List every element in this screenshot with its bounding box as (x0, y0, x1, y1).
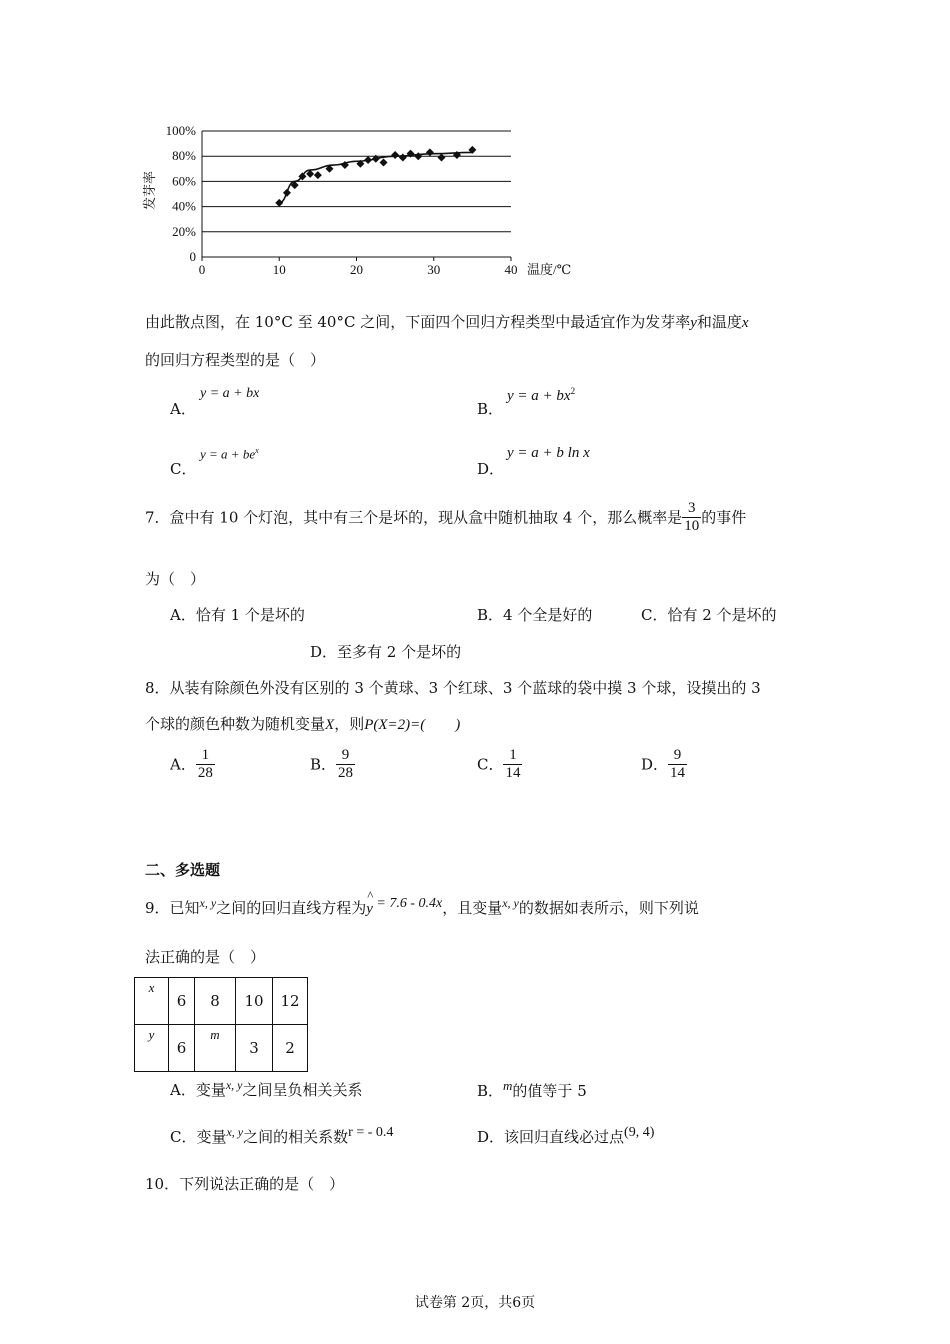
q7-option-c: C．恰有 2 个是坏的 (641, 606, 777, 624)
q8-var-x: X (325, 717, 335, 733)
q8-option-a-label: A． (170, 755, 196, 774)
q6-text-a: 由此散点图，在 10°C 至 40°C 之间，下面四个回归方程类型中最适宜作为发芽率 (145, 313, 691, 331)
q8-option-d-frac (668, 747, 687, 781)
q8-b-num: 9 (341, 747, 350, 763)
chart-point (364, 156, 372, 164)
q6-text-b: 和温度 (696, 313, 742, 331)
q9-text-c: ，且变量 (442, 899, 503, 917)
q8-option-d-label: D． (641, 755, 669, 774)
q9-option-d-text: D．该回归直线必过点 (477, 1128, 625, 1146)
q8-c-den: 14 (505, 764, 521, 781)
q6-var-y: y (690, 315, 697, 331)
q8-a-num: 1 (201, 747, 210, 763)
q9-option-b (477, 1078, 587, 1101)
q8-option-d (641, 747, 687, 781)
q9-text-a: 9．已知 (145, 899, 200, 917)
q9-option-d (477, 1125, 654, 1147)
chart-xlabel: 温度/℃ (527, 262, 572, 277)
q9-stem-line1 (145, 888, 699, 918)
q9-option-c-expr: r = - 0.4 (348, 1125, 394, 1140)
q9-text-d: 的数据如表所示，则下列说 (518, 899, 699, 917)
q7-stem-line1 (145, 500, 746, 534)
chart-x-ticks (199, 257, 518, 277)
table-cell: 8 (195, 978, 236, 1025)
q9-option-c-vars: x, y (226, 1125, 244, 1139)
q9-vars-2: x, y (502, 896, 519, 910)
q6-stem-line2: 的回归方程类型的是（ ） (145, 351, 326, 369)
table-cell: 10 (236, 978, 273, 1025)
q8-a-den: 28 (197, 764, 213, 781)
q9-stem-line2: 法正确的是（ ） (145, 948, 266, 966)
chart-point (437, 153, 445, 161)
q9-data-table (134, 977, 308, 1072)
q6-var-x: x (741, 315, 749, 331)
q6-option-c-sup: x (255, 446, 259, 455)
chart-x-tick-label: 40 (504, 262, 518, 277)
q6-option-c-base: y = a + be (200, 446, 256, 462)
chart-point (391, 151, 399, 159)
q8-d-den: 14 (670, 764, 686, 781)
chart-y-tick-label: 40% (172, 198, 196, 214)
q8-option-a (170, 747, 215, 781)
chart-point (314, 171, 322, 179)
q9-option-c-text: C．变量 (170, 1128, 227, 1146)
table-row (135, 978, 308, 1025)
q8-option-b-label: B． (310, 755, 337, 774)
table-cell-text: m (210, 1027, 220, 1042)
q9-option-b-label: B． (477, 1082, 504, 1100)
q8-option-c-label: C． (477, 755, 504, 774)
q7-option-b: B．4 个全是好的 (477, 606, 593, 624)
q8-c-num: 1 (509, 747, 517, 763)
q9-option-a-text: A．变量 (170, 1081, 226, 1099)
q7-stem-line2: 为（ ） (145, 570, 206, 588)
table-cell-text: x (148, 980, 155, 995)
table-cell: 12 (273, 978, 308, 1025)
q9-option-b-text: 的值等于 5 (512, 1082, 587, 1100)
chart-gridlines (202, 131, 511, 257)
table-row (135, 1025, 308, 1072)
chart-point (275, 199, 283, 207)
section-title: 二、多选题 (145, 861, 221, 879)
table-cell: 2 (273, 1025, 308, 1072)
q6-option-a-expr: y = a + bx (200, 386, 260, 401)
table-cell (135, 978, 169, 1025)
q6-option-d-expr: y = a + b ln x (507, 445, 590, 461)
chart-y-tick-label: 80% (172, 148, 196, 164)
q8-stem-line1: 8．从装有除颜色外没有区别的 3 个黄球、3 个红球、3 个蓝球的袋中摸 3 个球，设摸出的 3 (145, 679, 761, 697)
chart-point (426, 148, 434, 156)
q7-option-d: D．至多有 2 个是坏的 (310, 643, 462, 661)
q6-option-b-expr (507, 386, 575, 405)
q8-text-a: 个球的颜色种数为随机变量 (145, 715, 326, 733)
chart-point (380, 159, 388, 167)
q8-stem-line2 (145, 713, 460, 734)
chart-point (399, 153, 407, 161)
q10-stem: 10．下列说法正确的是（ ） (145, 1175, 345, 1193)
table-cell: 6 (169, 978, 195, 1025)
q7-frac-den: 10 (684, 517, 700, 534)
q6-option-b-sup: 2 (570, 386, 576, 396)
q9-option-b-var: m (503, 1078, 513, 1093)
chart-points (275, 146, 476, 207)
q9-option-c-text-b: 之间的相关系数 (243, 1128, 349, 1146)
table-cell (195, 1025, 236, 1072)
q7-frac-num: 3 (688, 500, 696, 516)
q6-option-c-label: C． (170, 460, 197, 478)
chart-point (283, 189, 291, 197)
q8-option-b (310, 747, 355, 781)
q9-option-a-text-b: 之间呈负相关关系 (242, 1081, 363, 1099)
q9-option-a-vars: x, y (225, 1078, 243, 1092)
q6-stem-line1 (145, 311, 749, 332)
q9-option-a (170, 1078, 363, 1100)
chart-y-tick-label: 100% (165, 123, 196, 138)
table-cell-text: y (148, 1027, 155, 1042)
q8-option-c-frac (503, 747, 522, 781)
chart-y-tick-label: 60% (172, 173, 196, 189)
q9-equation: = 7.6 - 0.4x (372, 896, 443, 911)
chart-ylabel: 发芽率 (142, 170, 157, 210)
q9-vars-1: x, y (199, 896, 217, 910)
chart-y-tick-label: 20% (172, 223, 196, 239)
q9-option-d-point: (9, 4) (624, 1125, 655, 1140)
q8-b-den: 28 (338, 764, 354, 781)
table-cell (135, 1025, 169, 1072)
chart-point (414, 152, 422, 160)
chart-x-tick-label: 0 (198, 262, 206, 277)
germination-scatter-chart (130, 118, 600, 288)
q6-option-c-expr (200, 446, 259, 462)
q8-option-c (477, 747, 522, 781)
q7-option-a: A．恰有 1 个是坏的 (170, 606, 305, 624)
q7-fraction (682, 500, 701, 534)
q7-text-b: 的事件 (701, 508, 747, 527)
chart-x-tick-label: 20 (350, 262, 363, 277)
q8-option-a-frac (196, 747, 215, 781)
chart-y-tick-label: 0 (189, 249, 196, 264)
chart-y-ticks (166, 123, 197, 264)
chart-x-tick-label: 30 (427, 262, 441, 277)
q8-prob-expr: P(X=2)=( ) (364, 717, 461, 733)
q9-yhat-var: y (366, 901, 373, 917)
chart-x-tick-label: 10 (272, 262, 286, 277)
table-cell: 3 (236, 1025, 273, 1072)
q8-d-num: 9 (673, 747, 682, 763)
q6-option-b-base: y = a + bx (507, 388, 571, 404)
q8-option-b-frac (336, 747, 355, 781)
q9-option-c (170, 1125, 393, 1147)
q9-text-b: 之间的回归直线方程为 (216, 899, 367, 917)
q9-yhat (366, 888, 374, 918)
page-footer: 试卷第 2页，共6页 (414, 1295, 536, 1311)
hat-icon: ^ (367, 888, 374, 903)
q8-text-b: ，则 (334, 715, 365, 733)
table-cell: 6 (169, 1025, 195, 1072)
q7-text-a: 7．盒中有 10 个灯泡，其中有三个是坏的，现从盒中随机抽取 4 个，那么概率是 (145, 508, 683, 527)
q6-option-b-label: B． (477, 400, 504, 418)
q6-option-a-label: A． (170, 400, 196, 418)
q6-option-d-label: D． (477, 460, 505, 478)
